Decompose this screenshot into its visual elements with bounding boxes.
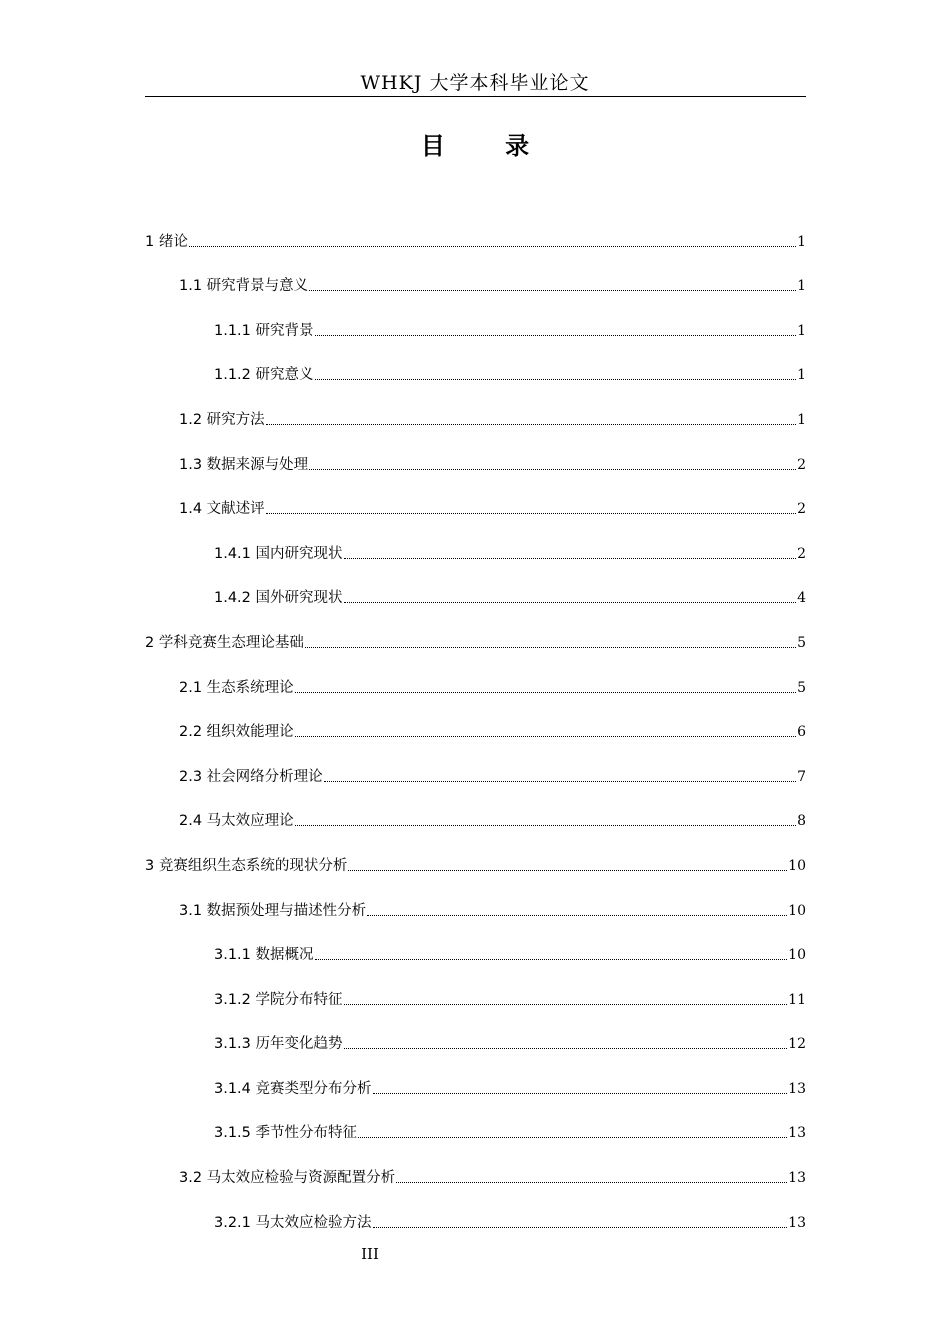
toc-entry-page: 13 (788, 1080, 806, 1097)
toc-entry-label: 1 绪论 (145, 233, 188, 250)
toc-entry-page: 4 (797, 590, 806, 607)
toc-entry[interactable] (145, 574, 806, 619)
toc-entry-page: 6 (797, 724, 806, 741)
toc-entry-label: 1.1 研究背景与意义 (179, 278, 309, 295)
toc-list (145, 217, 806, 1243)
toc-entry-page: 13 (788, 1214, 806, 1231)
toc-leader-dots (324, 781, 796, 782)
toc-leader-dots (344, 558, 797, 559)
toc-leader-dots (295, 692, 796, 693)
toc-entry[interactable] (145, 931, 806, 976)
toc-entry-page: 8 (797, 813, 806, 830)
toc-leader-dots (309, 469, 796, 470)
toc-entry[interactable] (145, 708, 806, 753)
toc-entry[interactable] (145, 262, 806, 307)
toc-entry-label: 3.1.5 季节性分布特征 (214, 1125, 358, 1142)
toc-entry-page: 5 (797, 679, 806, 696)
toc-entry-page: 2 (797, 456, 806, 473)
toc-entry-label: 1.3 数据来源与处理 (179, 456, 309, 473)
toc-entry-label: 2.3 社会网络分析理论 (179, 768, 323, 785)
toc-entry[interactable] (145, 975, 806, 1020)
toc-leader-dots (373, 1093, 788, 1094)
toc-entry-label: 3.1 数据预处理与描述性分析 (179, 902, 367, 919)
toc-entry-label: 1.4.1 国内研究现状 (214, 545, 343, 562)
toc-leader-dots (295, 736, 796, 737)
toc-leader-dots (309, 290, 796, 291)
toc-entry-label: 3.1.1 数据概况 (214, 947, 314, 964)
toc-entry-label: 1.1.2 研究意义 (214, 367, 314, 384)
toc-entry-label: 2.1 生态系统理论 (179, 679, 294, 696)
toc-entry-page: 1 (797, 367, 806, 384)
toc-entry[interactable] (145, 1109, 806, 1154)
toc-entry-page: 5 (797, 634, 806, 651)
toc-leader-dots (396, 1182, 787, 1183)
toc-entry-page: 7 (797, 768, 806, 785)
toc-entry[interactable] (145, 618, 806, 663)
toc-entry-page: 2 (797, 545, 806, 562)
toc-entry[interactable] (145, 797, 806, 842)
page-number: III (361, 1245, 379, 1263)
toc-entry-page: 1 (797, 322, 806, 339)
toc-entry[interactable] (145, 395, 806, 440)
toc-leader-dots (373, 1227, 788, 1228)
toc-leader-dots (344, 602, 797, 603)
toc-entry-page: 13 (788, 1170, 806, 1187)
toc-title: 目 录 (420, 132, 556, 160)
toc-entry[interactable] (145, 351, 806, 396)
toc-entry-label: 1.2 研究方法 (179, 411, 265, 428)
toc-leader-dots (315, 379, 797, 380)
toc-entry-page: 1 (797, 278, 806, 295)
toc-leader-dots (358, 1137, 787, 1138)
toc-entry-label: 3.1.4 竞赛类型分布分析 (214, 1080, 372, 1097)
toc-entry[interactable] (145, 440, 806, 485)
toc-entry-page: 1 (797, 411, 806, 428)
document-header: WHKJ 大学本科毕业论文 (360, 72, 590, 94)
toc-leader-dots (367, 915, 787, 916)
toc-entry-label: 3.2.1 马太效应检验方法 (214, 1214, 372, 1231)
toc-entry-label: 1.4.2 国外研究现状 (214, 590, 343, 607)
toc-entry-page: 2 (797, 501, 806, 518)
toc-entry[interactable] (145, 217, 806, 262)
toc-entry-page: 10 (788, 857, 806, 874)
toc-entry-label: 3.1.3 历年变化趋势 (214, 1036, 343, 1053)
toc-entry-page: 1 (797, 233, 806, 250)
toc-entry-label: 3 竞赛组织生态系统的现状分析 (145, 857, 348, 874)
toc-leader-dots (315, 959, 788, 960)
toc-leader-dots (266, 513, 796, 514)
toc-leader-dots (344, 1004, 788, 1005)
toc-entry-label: 2.4 马太效应理论 (179, 813, 294, 830)
toc-leader-dots (315, 335, 797, 336)
toc-entry-label: 3.1.2 学院分布特征 (214, 991, 343, 1008)
toc-leader-dots (189, 246, 796, 247)
toc-entry[interactable] (145, 1020, 806, 1065)
toc-leader-dots (344, 1048, 788, 1049)
toc-entry-label: 1.1.1 研究背景 (214, 322, 314, 339)
header-rule (145, 96, 806, 97)
toc-entry[interactable] (145, 841, 806, 886)
toc-entry[interactable] (145, 529, 806, 574)
toc-leader-dots (266, 424, 796, 425)
toc-entry[interactable] (145, 886, 806, 931)
toc-entry-page: 11 (788, 991, 806, 1008)
toc-entry-label: 2.2 组织效能理论 (179, 724, 294, 741)
toc-entry-label: 1.4 文献述评 (179, 501, 265, 518)
toc-entry[interactable] (145, 1064, 806, 1109)
toc-entry[interactable] (145, 1198, 806, 1243)
toc-entry[interactable] (145, 306, 806, 351)
toc-entry-label: 3.2 马太效应检验与资源配置分析 (179, 1170, 396, 1187)
toc-entry-page: 10 (788, 947, 806, 964)
toc-leader-dots (348, 870, 787, 871)
toc-entry-label: 2 学科竞赛生态理论基础 (145, 634, 304, 651)
toc-leader-dots (295, 825, 796, 826)
toc-entry[interactable] (145, 663, 806, 708)
toc-entry[interactable] (145, 752, 806, 797)
toc-entry-page: 10 (788, 902, 806, 919)
toc-entry[interactable] (145, 485, 806, 530)
toc-entry[interactable] (145, 1153, 806, 1198)
toc-entry-page: 13 (788, 1125, 806, 1142)
toc-leader-dots (305, 647, 796, 648)
toc-entry-page: 12 (788, 1036, 806, 1053)
